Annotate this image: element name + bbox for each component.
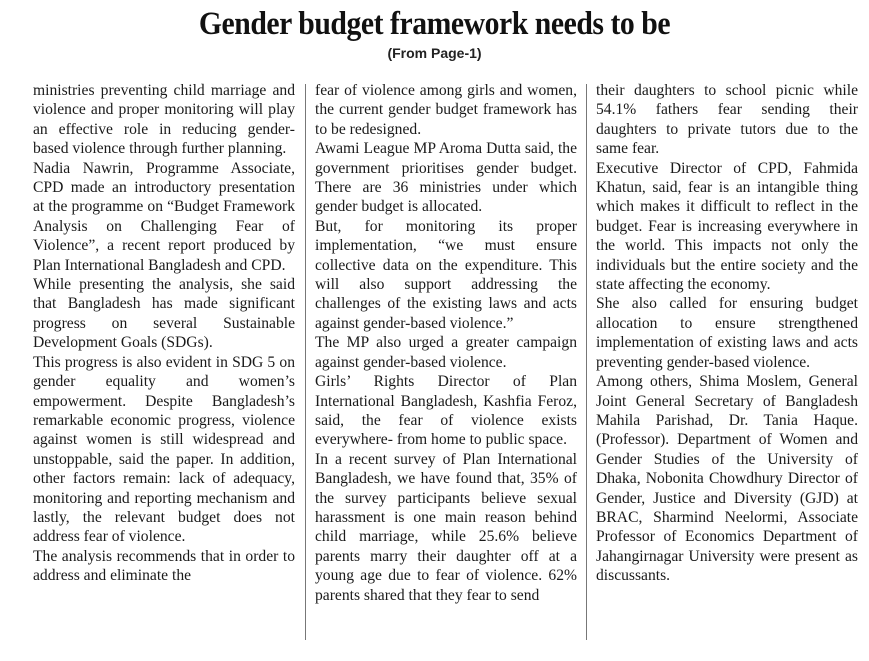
column-1	[33, 81, 295, 586]
headline: Gender budget framework needs to be	[198, 6, 671, 42]
paragraph: The MP also urged a greater campaign against gender-based violence.	[315, 334, 577, 371]
column-2	[315, 81, 577, 605]
paragraph: Executive Director of CPD, Fahmida Khatun, said, fear is an intangible thing which makes it difficult to reflect in the budget. Fear is increasing everywhere in the world. This impacts not only the individuals but the entire society and the state affecting the economy.	[596, 159, 858, 294]
column-rule-1	[305, 84, 306, 640]
continuation-label: (From Page-1)	[387, 45, 482, 61]
paragraph: This progress is also evident in SDG 5 on gender equality and women’s empowerment. Despite Bangladesh’s remarkable economic progress, violence against women is still widespread and unstoppable, said the paper. In addition, other factors remain: lack of adequacy, monitoring and reporting mechanism and lastly, the relevant budget does not address fear of violence.	[33, 353, 295, 546]
paragraph: fear of violence among girls and women, the current gender budget framework has to be redesigned.	[315, 82, 577, 138]
paragraph: The analysis recommends that in order to address and eliminate the	[33, 547, 295, 585]
paragraph: ministries preventing child marriage and violence and proper monitoring will play an effective role in reducing gender-based violence through further planning.	[33, 82, 295, 158]
paragraph: their daughters to school picnic while 54.1% fathers fear sending their daughters to private tutors due to the same fear.	[596, 82, 858, 158]
paragraph: Awami League MP Aroma Dutta said, the government prioritises gender budget. There are 36 ministries under which gender budget is allocated.	[315, 140, 577, 216]
paragraph: While presenting the analysis, she said that Bangladesh has made significant progress on several Sustainable Development Goals (SDGs).	[33, 276, 295, 352]
column-3	[596, 81, 858, 586]
paragraph: Nadia Nawrin, Programme Associate, CPD made an introductory presentation at the programme on “Budget Framework Analysis on Challenging Fear of Violence”, a recent report produced by Plan International Bangladesh and CPD.	[33, 159, 295, 274]
paragraph: In a recent survey of Plan International Bangladesh, we have found that, 35% of the survey participants believe sexual harassment is one main reason behind child marriage, while 25.6% believe parents marry their daughter off at a young age due to fear of violence. 62% parents shared that they fear to send	[315, 450, 577, 604]
paragraph: But, for monitoring its proper implementation, “we must ensure collective data on the expenditure. This will also support addressing the challenges of the existing laws and acts against gender-based violence.”	[315, 217, 577, 332]
paragraph: Among others, Shima Moslem, General Joint General Secretary of Bangladesh Mahila Parishad, Dr. Tania Haque. (Professor). Department of Women and Gender Studies of the University of Dhaka, Nobonita Chowdhury Director of Gender, Justice and Diversity (GJD) at BRAC, Sharmind Neelormi, Associate Professor of Economics Department of Jahangirnagar University were present as discussants.	[596, 373, 858, 585]
column-rule-2	[586, 84, 587, 640]
paragraph: She also called for ensuring budget allocation to ensure strengthened implementation of existing laws and acts preventing gender-based violence.	[596, 295, 858, 371]
paragraph: Girls’ Rights Director of Plan International Bangladesh, Kashfia Feroz, said, the fear of violence exists everywhere- from home to public space.	[315, 373, 577, 449]
